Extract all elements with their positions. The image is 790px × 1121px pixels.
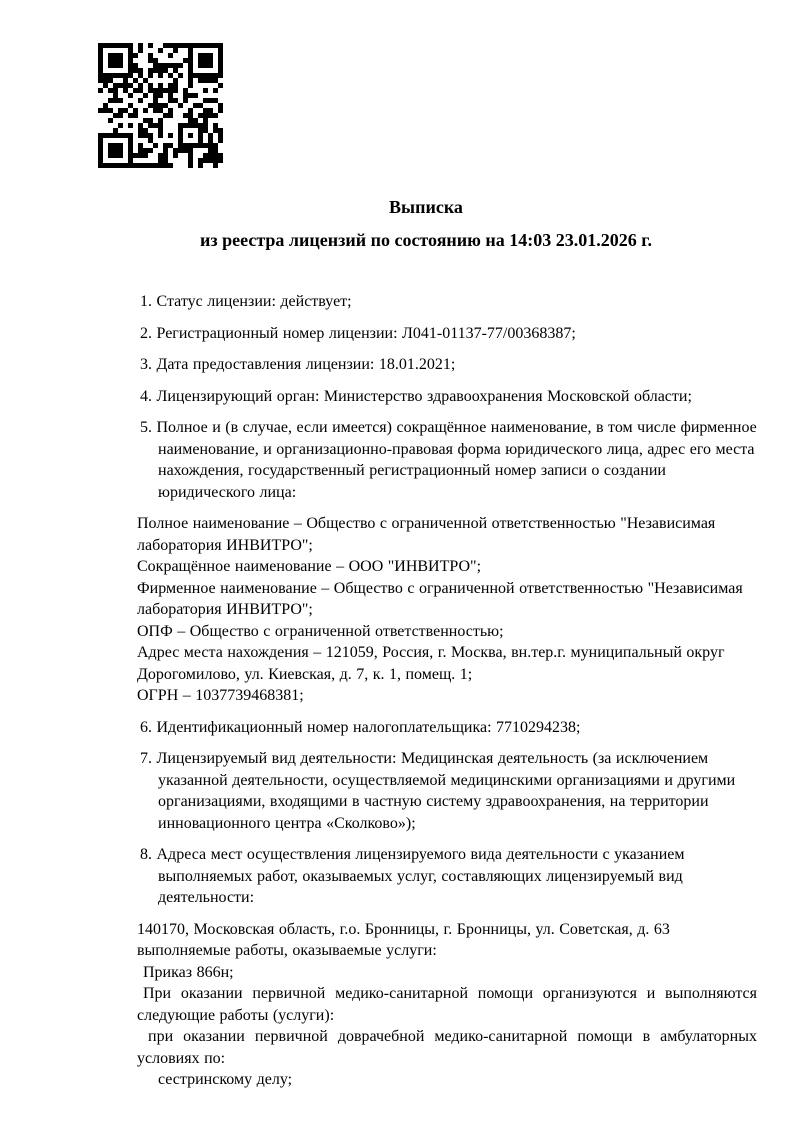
paragraph: Сокращённое наименование – ООО "ИНВИТРО";: [137, 558, 482, 575]
paragraph: ОГРН – 1037739468381;: [137, 687, 304, 704]
paragraph: 140170, Московская область, г.о. Бронницы, г. Бронницы, ул. Советская, д. 63: [137, 920, 670, 938]
title-line-2: из реестра лицензий по состоянию на 14:03 23.01.2026 г.: [200, 230, 652, 250]
document-content: [137, 196, 757, 1091]
paragraph: 7. Лицензируемый вид деятельности: Медицинская деятельность (за исключением указанной деятельности, осуществляемой медицинскими организациями и другими организациями, входящими в частную систему здравоохранения, на территории инновационного центра «Сколково»);: [140, 750, 736, 832]
title-line-1: Выписка: [389, 197, 463, 217]
document-title: [137, 196, 715, 251]
paragraph: 3. Дата предоставления лицензии: 18.01.2021;: [140, 356, 456, 373]
paragraph: при оказании первичной доврачебной медико-санитарной помощи в амбулаторных условиях по:: [137, 1028, 757, 1067]
paragraph: сестринскому делу;: [158, 1071, 293, 1088]
paragraph: 2. Регистрационный номер лицензии: Л041-01137-77/00368387;: [140, 324, 576, 342]
paragraph: 5. Полное и (в случае, если имеется) сокращённое наименование, в том числе фирменное наименование, и организационно-правовая форма юридического лица, адрес его места нахождения, государственный регистрационный номер записи о создании юридического лица:: [140, 419, 757, 501]
paragraph: Приказ 866н;: [143, 963, 234, 981]
paragraph: Адрес места нахождения – 121059, Россия, г. Москва, вн.тер.г. муниципальный округ Дорогомилово, ул. Киевская, д. 7, к. 1, помещ. 1;: [137, 644, 725, 683]
paragraph: Полное наименование – Общество с ограниченной ответственностью "Независимая лаборатория ИНВИТРО";: [137, 515, 716, 554]
paragraph: 1. Статус лицензии: действует;: [140, 293, 352, 310]
paragraph: ОПФ – Общество с ограниченной ответственностью;: [137, 622, 504, 640]
paragraph: 4. Лицензирующий орган: Министерство здравоохранения Московской области;: [140, 387, 692, 405]
document-body: [137, 262, 757, 1091]
paragraph: Фирменное наименование – Общество с ограниченной ответственностью "Независимая лаборатория ИНВИТРО";: [137, 579, 743, 618]
paragraph: 8. Адреса мест осуществления лицензируемого вида деятельности с указанием выполняемых работ, оказываемых услуг, составляющих лицензируемый вид деятельности:: [140, 846, 685, 906]
qr-code-icon: [98, 43, 223, 168]
paragraph: При оказании первичной медико-санитарной помощи организуются и выполняются следующие работы (услуги):: [137, 985, 757, 1024]
paragraph: выполняемые работы, оказываемые услуги:: [137, 942, 437, 959]
paragraph: 6. Идентификационный номер налогоплательщика: 7710294238;: [140, 718, 581, 736]
